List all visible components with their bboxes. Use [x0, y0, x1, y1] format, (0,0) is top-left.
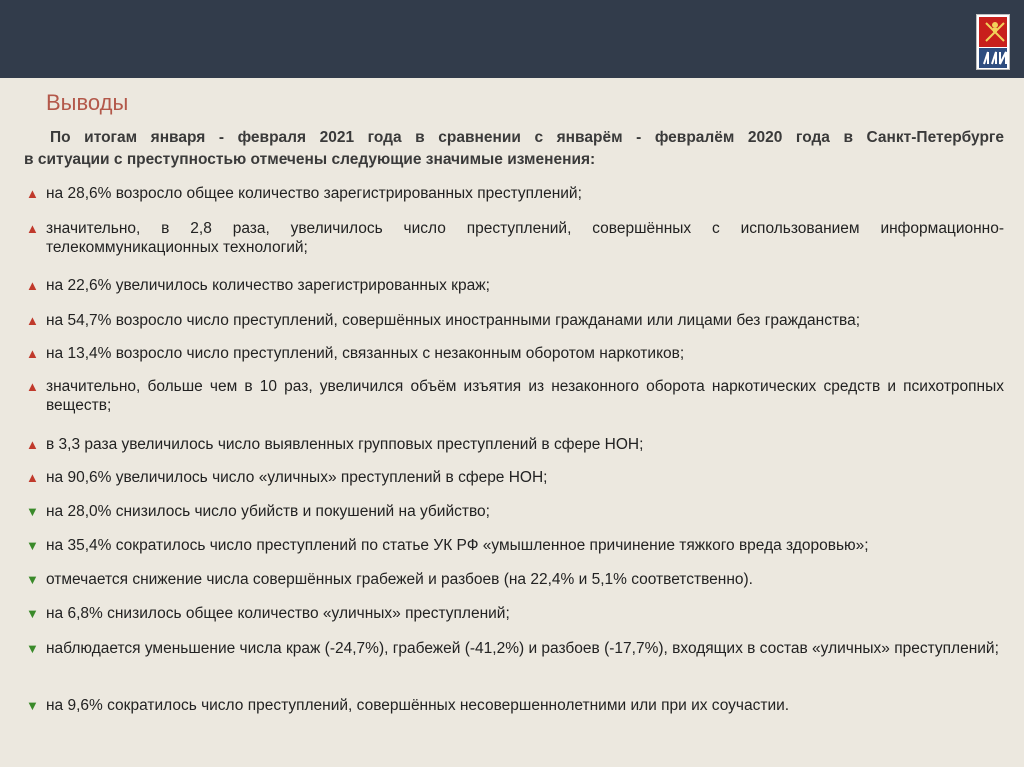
decrease-triangle-icon: ▼	[26, 572, 39, 587]
intro-paragraph	[24, 127, 1004, 171]
list-item	[24, 435, 1004, 454]
increase-triangle-icon: ▲	[26, 346, 39, 361]
list-item-text: на 13,4% возросло число преступлений, связанных с незаконным оборотом наркотиков;	[46, 345, 685, 362]
increase-triangle-icon: ▲	[26, 278, 39, 293]
list-item	[24, 219, 1004, 257]
intro-line-2: в ситуации с преступностью отмечены следующие значимые изменения:	[24, 151, 596, 168]
increase-triangle-icon: ▲	[26, 470, 39, 485]
list-item-text: на 35,4% сократилось число преступлений по статье УК РФ «умышленное причинение тяжкого вреда здоровью»;	[46, 537, 869, 554]
list-item-text: на 90,6% увеличилось число «уличных» преступлений в сфере НОН;	[46, 469, 548, 486]
slide-title: Выводы	[46, 90, 129, 115]
list-item-text: значительно, больше чем в 10 раз, увеличился объём изъятия из незаконного оборота наркотических средств и психотропных веществ;	[46, 378, 1004, 414]
list-item	[24, 696, 1004, 715]
list-item	[24, 344, 1004, 363]
increase-triangle-icon: ▲	[26, 313, 39, 328]
list-item	[24, 468, 1004, 487]
list-item	[24, 639, 1004, 658]
list-item-text: значительно, в 2,8 раза, увеличилось число преступлений, совершённых с использованием информационно-телекоммуникационных технологий;	[46, 220, 1004, 256]
list-item-text: на 54,7% возросло число преступлений, совершённых иностранными гражданами или лицами без гражданства;	[46, 312, 861, 329]
increase-triangle-icon: ▲	[26, 437, 39, 452]
list-item	[24, 311, 1004, 330]
list-item	[24, 502, 1004, 521]
list-item-text: на 22,6% увеличилось количество зарегистрированных краж;	[46, 277, 490, 294]
list-item-text: в 3,3 раза увеличилось число выявленных групповых преступлений в сфере НОН;	[46, 436, 644, 453]
decrease-triangle-icon: ▼	[26, 606, 39, 621]
decrease-triangle-icon: ▼	[26, 538, 39, 553]
increase-triangle-icon: ▲	[26, 186, 39, 201]
list-item	[24, 570, 1004, 589]
list-item-text: на 9,6% сократилось число преступлений, совершённых несовершеннолетними или при их соучастии.	[46, 697, 790, 714]
intro-line-1: По итогам января - февраля 2021 года в сравнении с январём - февралём 2020 года в Санкт-Петербурге	[50, 129, 1004, 146]
increase-triangle-icon: ▲	[26, 379, 39, 394]
decrease-triangle-icon: ▼	[26, 641, 39, 656]
list-item	[24, 604, 1004, 623]
decrease-triangle-icon: ▼	[26, 698, 39, 713]
list-item-text: на 6,8% снизилось общее количество «уличных» преступлений;	[46, 605, 510, 622]
list-item	[24, 276, 1004, 295]
list-item-text: отмечается снижение числа совершённых грабежей и разбоев (на 22,4% и 5,1% соответственно).	[46, 571, 753, 588]
list-item	[24, 377, 1004, 415]
increase-triangle-icon: ▲	[26, 221, 39, 236]
list-item-text: на 28,0% снизилось число убийств и покушений на убийство;	[46, 503, 490, 520]
st-petersburg-emblem-icon	[976, 14, 1010, 70]
list-item	[24, 536, 1004, 555]
list-item	[24, 184, 1004, 203]
list-item-text: наблюдается уменьшение числа краж (-24,7%), грабежей (-41,2%) и разбоев (-17,7%), входящих в состав «уличных» преступлений;	[46, 640, 999, 657]
list-item-text: на 28,6% возросло общее количество зарегистрированных преступлений;	[46, 185, 582, 202]
decrease-triangle-icon: ▼	[26, 504, 39, 519]
top-bar	[0, 0, 1024, 78]
